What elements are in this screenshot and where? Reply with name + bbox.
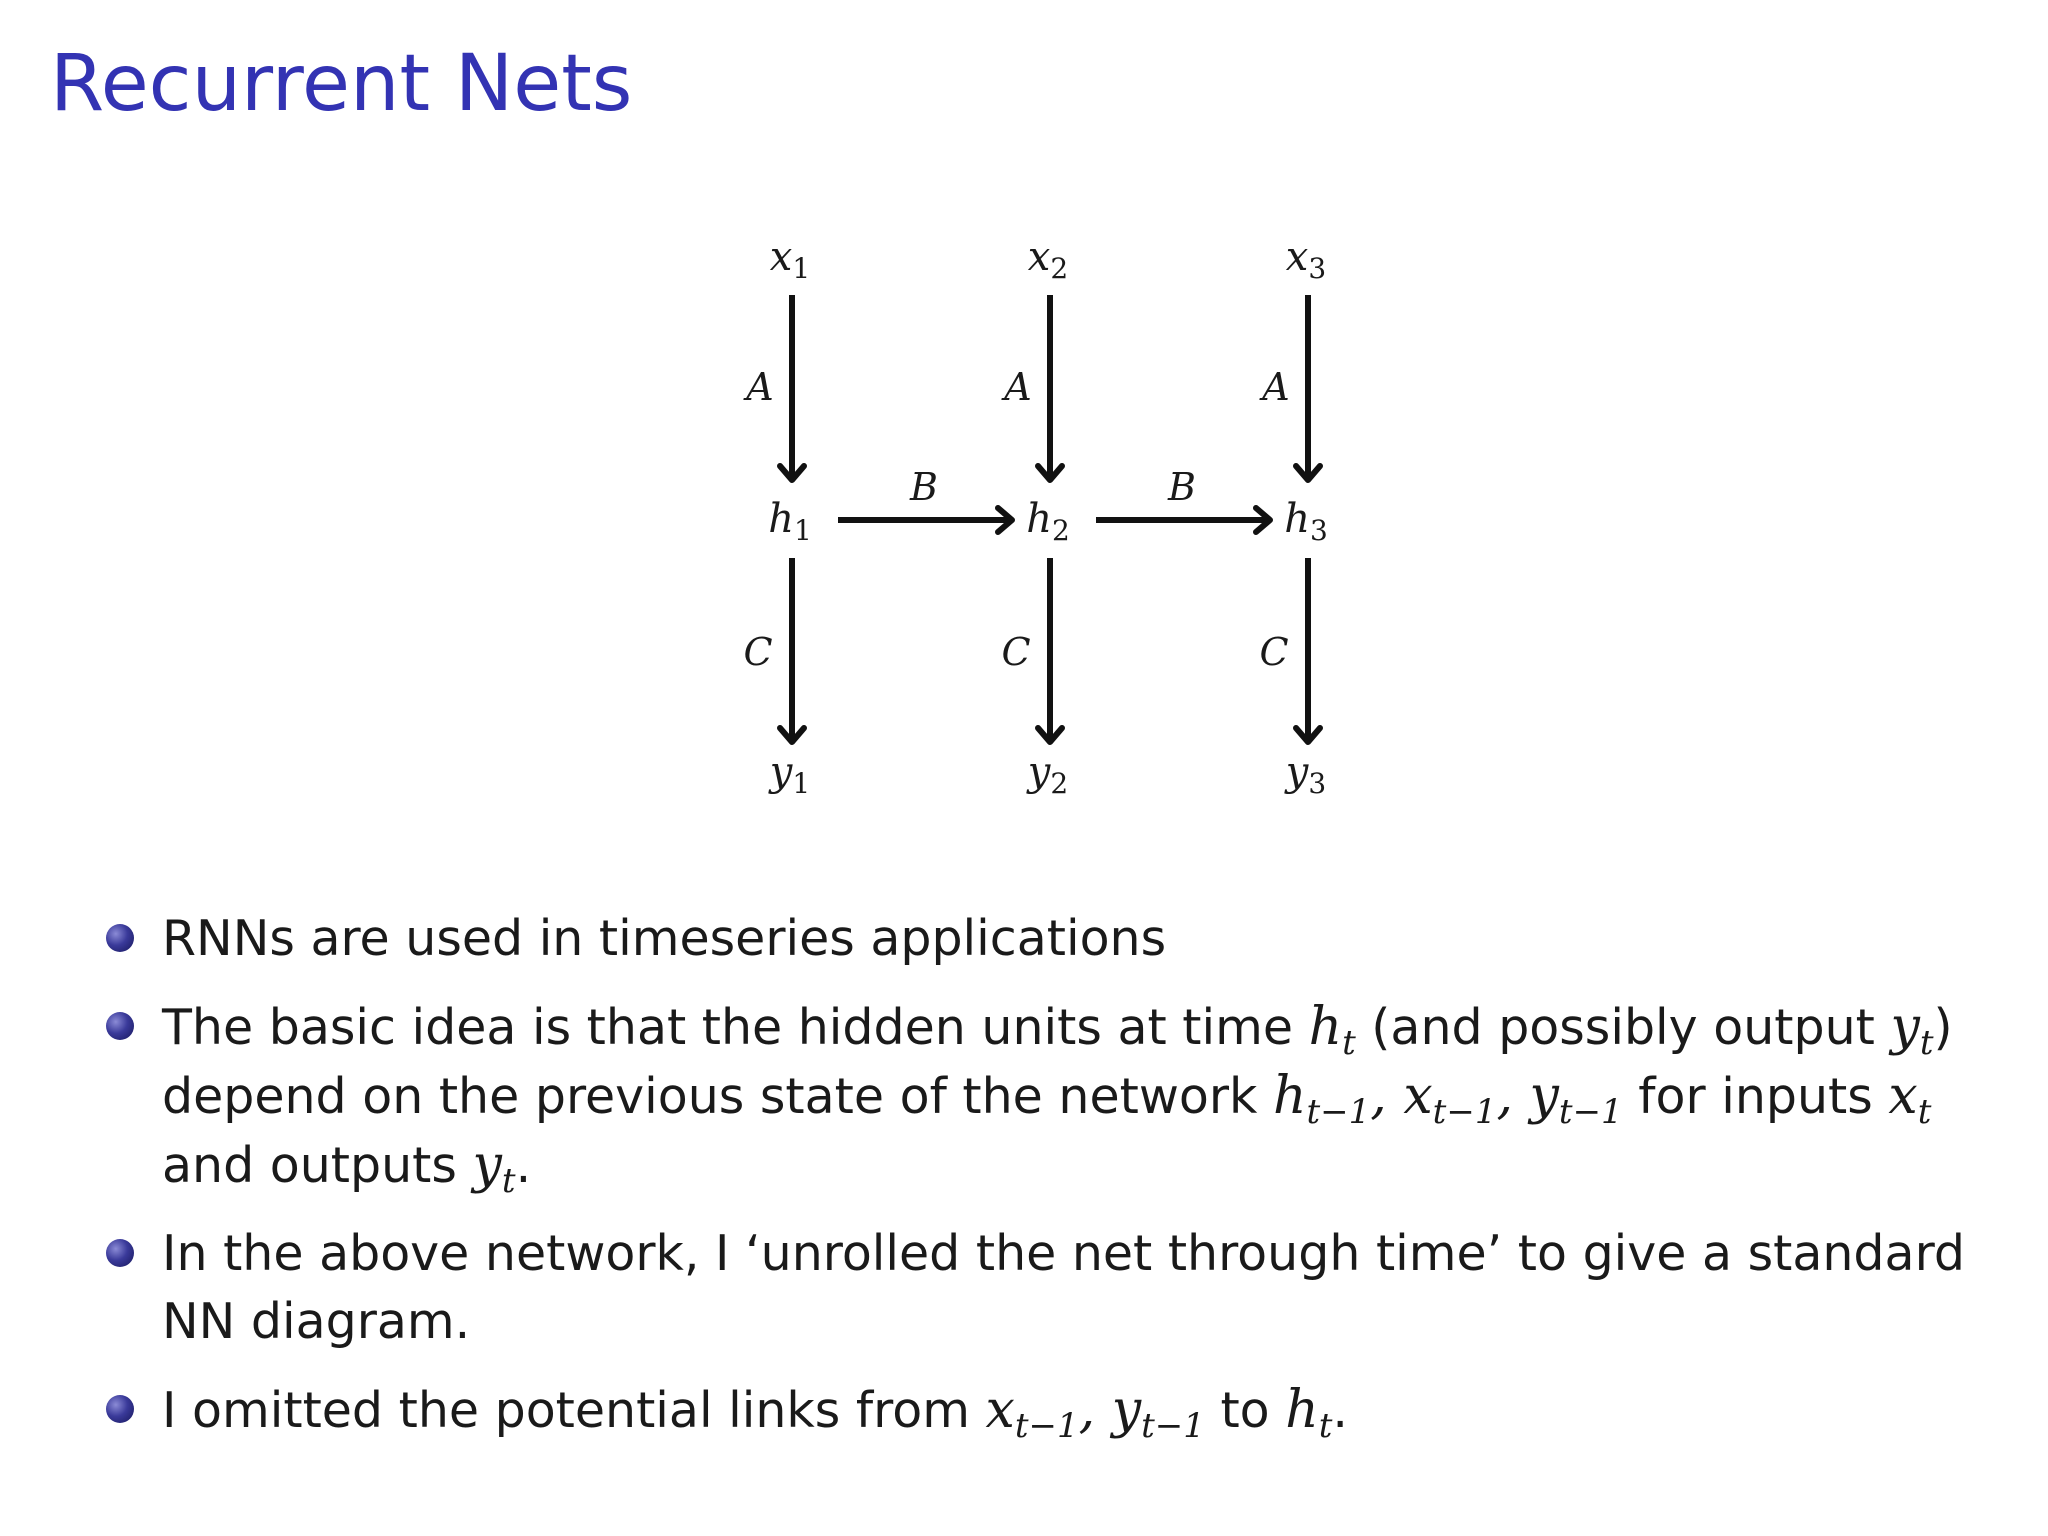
output-node-y3: $y_3$ (1285, 749, 1327, 800)
recurrent-weight-label-1: B (910, 465, 938, 509)
math-h-t: $h_t$ (1308, 997, 1356, 1063)
output-node-y1: $y_1$ (769, 749, 811, 800)
bullet-text-part: The basic idea is that the hidden units at time (162, 999, 1309, 1056)
bullet-item-4 (106, 1376, 2026, 1445)
math-h-t-target: $h_t$ (1285, 1380, 1333, 1446)
bullet-text-part: . (1332, 1382, 1348, 1439)
hidden-node-h2: $h_2$ (1026, 496, 1070, 547)
input-node-x3: $x_3$ (1285, 234, 1327, 285)
input-weight-label-3: A (1262, 365, 1290, 409)
bullet-marker (106, 1239, 134, 1267)
math-omitted-inputs: $x_{t-1}$, $y_{t-1}$ (985, 1380, 1205, 1446)
hidden-node-h1: $h_1$ (768, 496, 812, 547)
output-weight-label-3: C (1259, 630, 1289, 674)
output-weight-label-2: C (1001, 630, 1031, 674)
bullet-text: RNNs are used in timeseries applications (162, 910, 1167, 967)
output-node-y2: $y_2$ (1027, 749, 1069, 800)
bullet-marker (106, 1012, 134, 1040)
column-1 (743, 234, 812, 800)
input-node-x2: $x_2$ (1027, 234, 1069, 285)
bullet-text-part: . (515, 1137, 532, 1194)
bullet-text-part: I omitted the potential links from (162, 1382, 986, 1439)
input-weight-label-1: A (746, 365, 774, 409)
bullet-text-part: ) depend on the previous state of the network (162, 999, 1953, 1125)
input-weight-label-2: A (1004, 365, 1032, 409)
input-node-x1: $x_1$ (769, 234, 811, 285)
bullet-marker (106, 924, 134, 952)
bullet-text-part: for inputs (1622, 1068, 1889, 1125)
output-weight-label-1: C (743, 630, 773, 674)
math-x-t: $x_t$ (1888, 1066, 1932, 1132)
bullet-list (106, 905, 2026, 1465)
math-prev-state: $h_{t-1}$, $x_{t-1}$, $y_{t-1}$ (1272, 1066, 1623, 1132)
bullet-item-1 (106, 905, 2026, 973)
bullet-text-part: (and possibly output (1355, 999, 1891, 1056)
bullet-marker (106, 1395, 134, 1423)
bullet-text-part: and outputs (162, 1137, 473, 1194)
bullet-item-2 (106, 993, 2026, 1200)
math-y-t-output: $y_t$ (472, 1135, 516, 1201)
bullet-item-3 (106, 1220, 2026, 1356)
math-y-t: $y_t$ (1890, 997, 1934, 1063)
recurrent-weight-label-2: B (1168, 465, 1196, 509)
hidden-node-h3: $h_3$ (1284, 496, 1328, 547)
bullet-text: In the above network, I ‘unrolled the net through time’ to give a standard NN diagram. (162, 1225, 1965, 1350)
bullet-text-part: to (1204, 1382, 1286, 1439)
slide-title: Recurrent Nets (50, 39, 633, 129)
